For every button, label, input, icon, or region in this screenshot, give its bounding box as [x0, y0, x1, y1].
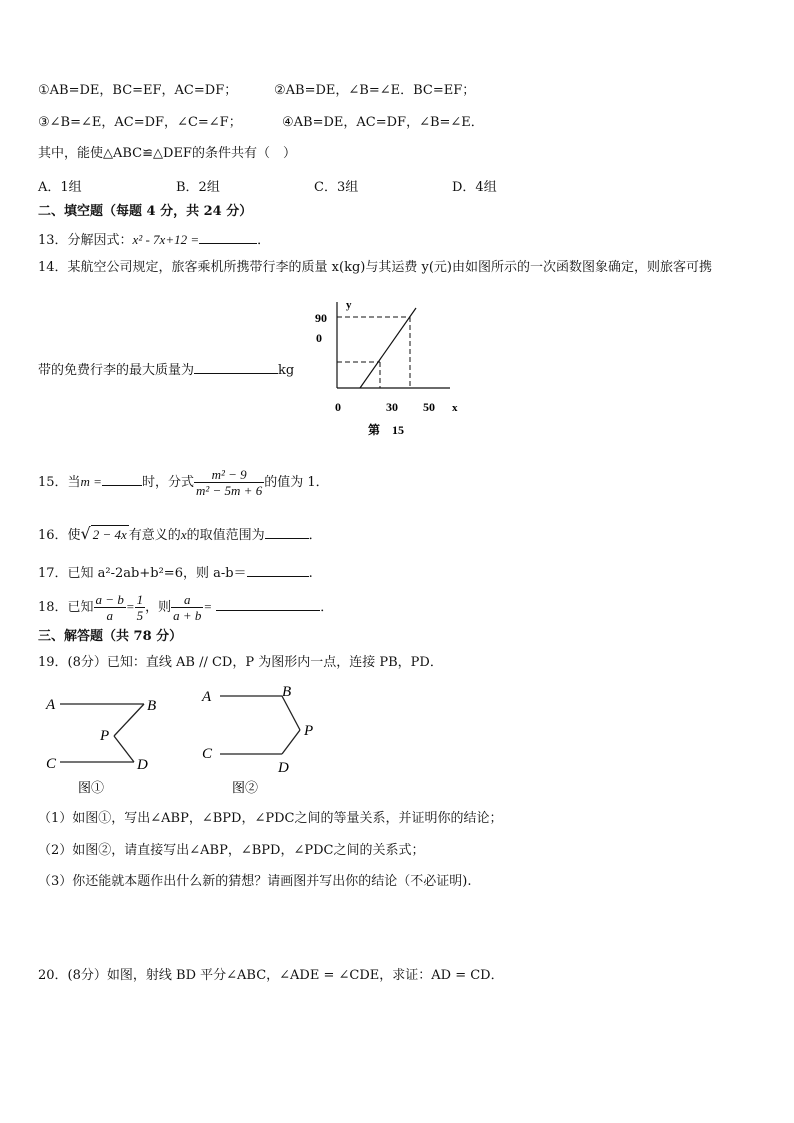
q12-option-d: D．4组: [452, 180, 497, 195]
q14-function-graph: [300, 290, 470, 440]
q12-condition-1: ①AB=DE，BC=EF，AC=DF；: [38, 83, 238, 98]
q18-fraction-2: $\frac{1}{5}$: [136, 592, 144, 623]
label-p: P: [100, 728, 110, 744]
x-axis-label: x: [452, 402, 458, 414]
section-3-title: 三、解答题（共 78 分）: [38, 629, 183, 644]
label-c: C: [46, 756, 57, 772]
line-bp: [114, 704, 144, 736]
x-tick-30: 30: [386, 400, 398, 414]
y-tick-0: 0: [316, 331, 322, 345]
q18: 18．已知 $\frac{a - b}{a}$ = $\frac{1}{5}$ ，则 $\frac{a}{a + b}$ = ．: [38, 592, 334, 623]
x-tick-50: 50: [423, 400, 435, 414]
q12-condition-3: ③∠B=∠E，AC=DF，∠C=∠F；: [38, 115, 242, 130]
label-p: P: [304, 723, 314, 739]
label-d: D: [278, 760, 289, 776]
q12-question: 其中，能使△ABC≌△DEF的条件共有（ ）: [38, 146, 296, 161]
q13: 13．分解因式：x² - 7x+12 = ．: [38, 229, 270, 250]
q18-fraction-3: $\frac{a}{a + b}$: [173, 592, 202, 623]
q14-answer-blank[interactable]: [194, 359, 278, 374]
q12-option-a: A．1组: [38, 180, 82, 195]
q15: 15．当m = 时，分式 $\frac{\text{m² − 9}}{\text{m² − 5m + 6}}$ 的值为 1．: [38, 467, 329, 498]
y-tick-90: 90: [315, 311, 327, 325]
q16-answer-blank[interactable]: [265, 524, 309, 539]
line-pd: [114, 736, 134, 762]
q12-option-b: B．2组: [176, 180, 220, 195]
label-a: A: [202, 689, 212, 705]
label-a: A: [46, 697, 56, 713]
figure-caption: 第 15: [368, 423, 405, 437]
function-line: [360, 308, 416, 388]
q12-option-c: C．3组: [314, 180, 359, 195]
q19-sub-3: （3）你还能就本题作出什么新的猜想？请画图并写出你的结论（不必证明).: [38, 874, 472, 889]
q14-text-2: 带的免费行李的最大质量为 kg: [38, 359, 294, 380]
section-2-title: 二、填空题（每题 4 分，共 24 分）: [38, 204, 253, 219]
q20-stem: 20．(8分）如图，射线 BD 平分∠ABC，∠ADE = ∠CDE，求证：AD = CD．: [38, 968, 504, 983]
q19-figure-1: [40, 690, 170, 800]
fig2-caption: 图②: [232, 780, 259, 795]
q13-answer-blank[interactable]: [199, 229, 257, 244]
q17-answer-blank[interactable]: [247, 562, 309, 577]
q19-sub-2: （2）如图②，请直接写出∠ABP，∠BPD，∠PDC之间的关系式；: [38, 843, 425, 858]
q14-text-1: 14．某航空公司规定，旅客乘机所携带行李的质量 x(kg)与其运费 y(元)由如图所示的一次函数图象确定，则旅客可携: [38, 260, 712, 275]
y-axis-label: y: [346, 299, 352, 311]
label-c: C: [202, 746, 213, 762]
q15-fraction: $\frac{\text{m² − 9}}{\text{m² − 5m + 6}}$: [195, 467, 263, 498]
q16: 16．使√ 2 − 4x 有意义的x的取值范围为 ．: [38, 524, 322, 543]
line-bp: [282, 696, 300, 730]
q17: 17．已知 a²-2ab+b²=6，则 a-b＝ .: [38, 562, 313, 583]
q15-answer-blank[interactable]: [102, 471, 142, 486]
q12-condition-2: ②AB=DE，∠B=∠E．BC=EF；: [274, 83, 476, 98]
q19-figure-2: [196, 682, 336, 800]
q19-stem: 19．(8分）已知：直线 AB // CD，P 为图形内一点，连接 PB，PD．: [38, 655, 443, 670]
line-pd: [282, 730, 300, 754]
sqrt-symbol: √: [80, 524, 91, 543]
origin-label: 0: [335, 400, 341, 414]
label-d: D: [137, 757, 148, 773]
fig1-caption: 图①: [78, 780, 105, 795]
label-b: B: [282, 684, 292, 700]
q12-condition-4: ④AB=DE，AC=DF，∠B=∠E．: [282, 115, 484, 130]
label-b: B: [147, 698, 157, 714]
q18-fraction-1: $\frac{a - b}{a}$: [95, 592, 124, 623]
q18-answer-blank[interactable]: [216, 596, 320, 611]
q19-sub-1: （1）如图①，写出∠ABP，∠BPD，∠PDC之间的等量关系，并证明你的结论；: [38, 811, 503, 826]
